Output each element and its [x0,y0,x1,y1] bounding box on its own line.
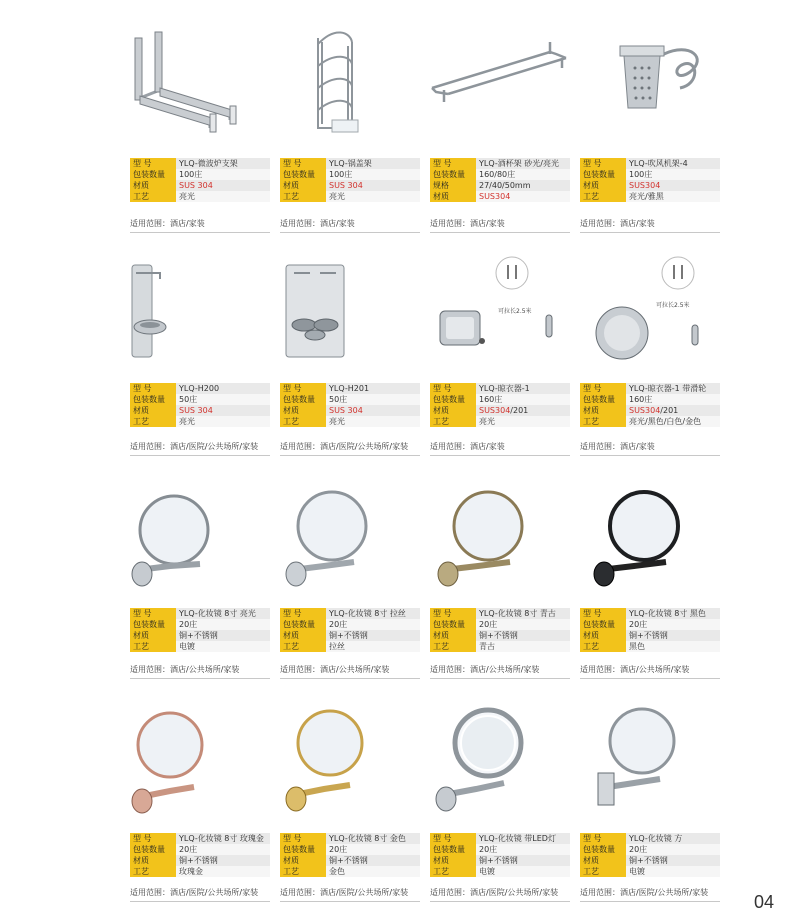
spec-table [130,383,270,427]
spec-label: 型 号 [430,833,476,844]
spec-package: 160/80庄 [476,169,570,180]
spec-process: 电镀 [176,641,270,652]
spec-process: 亮光/雅黑 [626,191,720,202]
scope-text: 适用范围：酒店/家装 [580,441,720,456]
clothes-line-icon [430,255,570,375]
spec-label: 包装数量 [430,394,476,405]
spec-label: 材质 [430,405,476,416]
spec-label: 包装数量 [280,394,326,405]
spec-material: 铜+不锈钢 [476,855,570,866]
spec-label: 型 号 [130,833,176,844]
spec-label: 包装数量 [130,169,176,180]
spec-label: 材质 [430,191,476,202]
spec-model: YLQ-化妆镜 8寸 黑色 [626,608,720,619]
spec-label: 材质 [580,630,626,641]
spec-label: 包装数量 [130,844,176,855]
spec-label: 材质 [430,855,476,866]
scope-text: 适用范围：酒店/家装 [280,218,420,233]
spec-model: YLQ-H201 [326,383,420,394]
spec-label: 材质 [580,180,626,191]
spec-label: 工艺 [280,191,326,202]
dryer-holder-h201-icon [280,255,420,375]
spec-process: 电镀 [476,866,570,877]
spec-label: 型 号 [130,158,176,169]
spec-material: SUS304 [626,180,720,191]
spec-table [580,608,720,652]
makeup-mirror-led-icon [430,705,570,825]
spec-package: 50庄 [326,394,420,405]
spec-material-red: SUS304 [479,406,511,415]
spec-table [430,608,570,652]
spec-material: SUS 304 [326,180,420,191]
spec-label: 型 号 [580,383,626,394]
spec-model: YLQ-吹风机架-4 [626,158,720,169]
spec-label: 型 号 [280,158,326,169]
scope-text: 适用范围：酒店/医院/公共场所/家装 [130,441,270,456]
spec-model: YLQ-锅盖架 [326,158,420,169]
spec-process: 电镀 [626,866,720,877]
microwave-bracket-icon [130,28,270,148]
spec-label: 型 号 [580,608,626,619]
makeup-mirror-bronze-icon [430,482,570,602]
spec-process: 亮光 [476,416,570,427]
spec-material: 铜+不锈钢 [626,855,720,866]
spec-material: SUS304 [476,191,570,202]
hair-dryer-holder-icon [580,28,720,148]
spec-label: 材质 [430,630,476,641]
spec-material: SUS 304 [176,405,270,416]
scope-text: 适用范围：酒店/家装 [430,218,570,233]
spec-process: 亮光 [176,416,270,427]
spec-size: 27/40/50mm [476,180,570,191]
spec-label: 工艺 [130,641,176,652]
spec-package: 20庄 [476,619,570,630]
makeup-mirror-black-icon [580,482,720,602]
spec-model: YLQ-H200 [176,383,270,394]
spec-table [430,383,570,427]
spec-table [130,608,270,652]
spec-table [280,383,420,427]
spec-material: SUS 304 [326,405,420,416]
spec-label: 包装数量 [430,169,476,180]
spec-model: YLQ-化妆镜 方 [626,833,720,844]
spec-package: 50庄 [176,394,270,405]
spec-material [626,405,720,416]
spec-table [280,833,420,877]
scope-text: 适用范围：酒店/医院/公共场所/家装 [130,887,270,902]
spec-label: 包装数量 [280,619,326,630]
spec-package: 100庄 [176,169,270,180]
spec-label: 工艺 [580,866,626,877]
spec-label: 材质 [280,630,326,641]
spec-package: 100庄 [626,169,720,180]
spec-package: 20庄 [176,844,270,855]
scope-text: 适用范围：酒店/家装 [430,441,570,456]
spec-label: 包装数量 [580,844,626,855]
spec-label: 包装数量 [580,394,626,405]
spec-material-rest: /201 [510,406,529,415]
spec-package: 20庄 [176,619,270,630]
dryer-holder-h200-icon [130,255,270,375]
makeup-mirror-rose-gold-icon [130,705,270,825]
spec-package: 20庄 [626,619,720,630]
spec-label: 工艺 [430,866,476,877]
spec-label: 工艺 [280,416,326,427]
spec-label: 工艺 [430,416,476,427]
spec-label: 型 号 [580,833,626,844]
spec-package: 20庄 [626,844,720,855]
spec-label: 型 号 [130,608,176,619]
makeup-mirror-square-base-icon [580,705,720,825]
callout-text: 可拉长2.5米 [498,308,532,315]
spec-table [280,608,420,652]
spec-model: YLQ-晾衣器-1 带滑轮 [626,383,720,394]
spec-label: 包装数量 [430,619,476,630]
spec-package: 100庄 [326,169,420,180]
makeup-mirror-brushed-icon [280,482,420,602]
spec-process: 玫瑰金 [176,866,270,877]
spec-label: 材质 [280,180,326,191]
spec-label: 包装数量 [130,394,176,405]
callout-text: 可拉长2.5米 [656,302,690,309]
spec-table [580,383,720,427]
spec-package: 20庄 [476,844,570,855]
spec-label: 包装数量 [280,844,326,855]
spec-process: 黑色 [626,641,720,652]
spec-material: 铜+不锈钢 [176,855,270,866]
spec-material: 铜+不锈钢 [476,630,570,641]
spec-model: YLQ-化妆镜 8寸 青古 [476,608,570,619]
spec-label: 工艺 [280,866,326,877]
spec-process: 亮光/黑色/白色/金色 [626,416,720,427]
spec-label: 型 号 [280,608,326,619]
spec-package: 160庄 [626,394,720,405]
spec-process: 亮光 [326,416,420,427]
scope-text: 适用范围：酒店/公共场所/家装 [130,664,270,679]
spec-label: 型 号 [430,383,476,394]
spec-label: 材质 [130,855,176,866]
spec-model: YLQ-化妆镜 8寸 金色 [326,833,420,844]
spec-process: 亮光 [326,191,420,202]
spec-material-rest: /201 [660,406,679,415]
spec-table [580,158,720,202]
spec-material [476,405,570,416]
makeup-mirror-chrome-icon [130,482,270,602]
spec-label: 工艺 [580,416,626,427]
spec-material: 铜+不锈钢 [326,630,420,641]
spec-label: 材质 [130,405,176,416]
spec-label: 型 号 [430,158,476,169]
spec-label: 工艺 [580,191,626,202]
spec-label: 工艺 [430,641,476,652]
scope-text: 适用范围：酒店/医院/公共场所/家装 [430,887,570,902]
makeup-mirror-gold-icon [280,705,420,825]
scope-text: 适用范围：酒店/医院/公共场所/家装 [280,441,420,456]
spec-label: 材质 [580,855,626,866]
spec-label: 型 号 [130,383,176,394]
spec-label: 工艺 [580,641,626,652]
spec-label: 包装数量 [130,619,176,630]
spec-process: 青古 [476,641,570,652]
spec-material: 铜+不锈钢 [176,630,270,641]
spec-model: YLQ-酒杯架 砂光/亮光 [476,158,570,169]
spec-table [430,158,570,202]
spec-label: 材质 [280,855,326,866]
spec-table [130,158,270,202]
spec-label: 工艺 [130,416,176,427]
page-number: 04 [753,892,774,912]
spec-package: 160庄 [476,394,570,405]
spec-package: 20庄 [326,844,420,855]
spec-table [130,833,270,877]
spec-label: 型 号 [280,383,326,394]
spec-label: 型 号 [580,158,626,169]
spec-material-red: SUS304 [629,406,661,415]
spec-label: 包装数量 [430,844,476,855]
spec-label: 工艺 [280,641,326,652]
spec-process: 拉丝 [326,641,420,652]
spec-label: 规格 [430,180,476,191]
wine-glass-rack-icon [430,28,570,148]
spec-table [280,158,420,202]
spec-label: 包装数量 [580,619,626,630]
scope-text: 适用范围：酒店/公共场所/家装 [580,664,720,679]
spec-table [430,833,570,877]
spec-label: 包装数量 [280,169,326,180]
spec-material: SUS 304 [176,180,270,191]
clothes-line-pulley-icon [580,255,720,375]
spec-material: 铜+不锈钢 [626,630,720,641]
spec-material: 铜+不锈钢 [326,855,420,866]
spec-label: 型 号 [430,608,476,619]
spec-label: 工艺 [130,191,176,202]
scope-text: 适用范围：酒店/家装 [580,218,720,233]
spec-process: 金色 [326,866,420,877]
spec-label: 材质 [130,180,176,191]
spec-process: 亮光 [176,191,270,202]
spec-label: 工艺 [130,866,176,877]
spec-label: 包装数量 [580,169,626,180]
spec-model: YLQ-化妆镜 8寸 亮光 [176,608,270,619]
scope-text: 适用范围：酒店/公共场所/家装 [430,664,570,679]
spec-table [580,833,720,877]
spec-model: YLQ-微波炉支架 [176,158,270,169]
spec-label: 材质 [280,405,326,416]
spec-model: YLQ-化妆镜 8寸 玫瑰金 [176,833,270,844]
spec-model: YLQ-化妆镜 8寸 拉丝 [326,608,420,619]
scope-text: 适用范围：酒店/医院/公共场所/家装 [280,887,420,902]
spec-label: 材质 [580,405,626,416]
scope-text: 适用范围：酒店/医院/公共场所/家装 [580,887,720,902]
spec-label: 材质 [130,630,176,641]
spec-package: 20庄 [326,619,420,630]
scope-text: 适用范围：酒店/家装 [130,218,270,233]
spec-model: YLQ-晾衣器-1 [476,383,570,394]
spec-label: 型 号 [280,833,326,844]
pot-lid-rack-icon [280,28,420,148]
scope-text: 适用范围：酒店/公共场所/家装 [280,664,420,679]
spec-model: YLQ-化妆镜 带LED灯 [476,833,570,844]
